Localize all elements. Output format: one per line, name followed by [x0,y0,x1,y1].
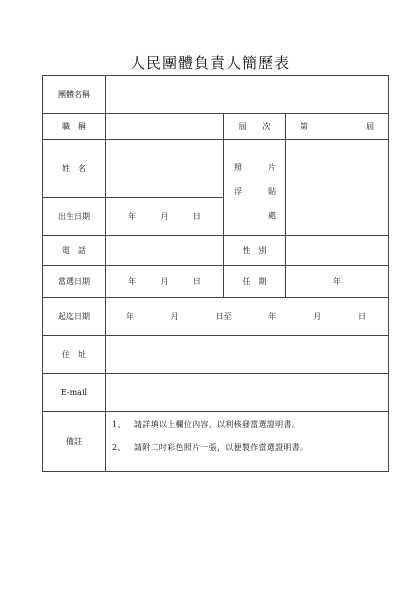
start-month: 月 [170,312,179,321]
start-end-field[interactable] [106,298,389,336]
phone-field[interactable] [106,236,224,266]
end-year: 年 [268,312,277,321]
birth-day: 日 [192,212,201,221]
position-label: 職 稱 [43,114,106,140]
term-field[interactable] [286,114,389,140]
term-period-label: 任 期 [224,266,286,298]
elect-date-field[interactable] [106,266,224,298]
birth-field[interactable] [106,198,224,236]
term-label: 屆 次 [224,114,286,140]
photo-char-2: 片 [268,163,276,172]
email-field[interactable] [106,374,389,412]
photo-blank [286,140,389,236]
name-field[interactable] [106,140,224,198]
remarks-label: 備註 [43,412,106,472]
note-2-text: 請附二吋彩色照片一張，以便製作當選證明書。 [134,443,309,452]
elect-year: 年 [128,277,137,286]
resume-form-table [42,75,389,472]
term-period-year: 年 [333,277,341,286]
term-period-field[interactable] [286,266,389,298]
address-field[interactable] [106,336,389,374]
elect-date-label: 當選日期 [43,266,106,298]
note-2-number: 2、 [112,443,126,452]
form-title: 人民團體負責人簡歷表 [129,54,290,72]
address-label: 住 址 [43,336,106,374]
gender-field[interactable] [286,236,389,266]
birth-label: 出生日期 [43,198,106,236]
birth-month: 月 [160,212,169,221]
note-2 [112,442,382,453]
birth-year: 年 [128,212,137,221]
photo-area[interactable] [224,140,286,236]
phone-label: 電 話 [43,236,106,266]
elect-day: 日 [192,277,201,286]
end-day: 日 [357,312,366,321]
gender-label: 性 別 [224,236,286,266]
remarks-content [106,412,389,472]
term-suffix: 屆 [366,122,375,131]
note-1-text: 請詳填以上欄位內容，以利核發當選證明書。 [134,420,300,429]
photo-char-1: 照 [234,163,242,172]
elect-month: 月 [160,277,169,286]
name-label: 姓 名 [43,140,106,198]
start-end-label: 起迄日期 [43,298,106,336]
end-month: 月 [313,312,322,321]
start-day-to: 日至 [215,312,232,321]
photo-char-3: 浮 [234,187,242,196]
start-year: 年 [126,312,134,321]
term-prefix: 第 [300,122,308,131]
photo-char-4: 貼 [268,187,276,196]
org-name-label: 團體名稱 [43,76,106,114]
note-1 [112,419,382,430]
org-name-field[interactable] [106,76,389,114]
email-label: E-mail [43,374,106,412]
photo-char-5: 處 [268,211,276,220]
position-field[interactable] [106,114,224,140]
note-1-number: 1、 [112,420,126,429]
